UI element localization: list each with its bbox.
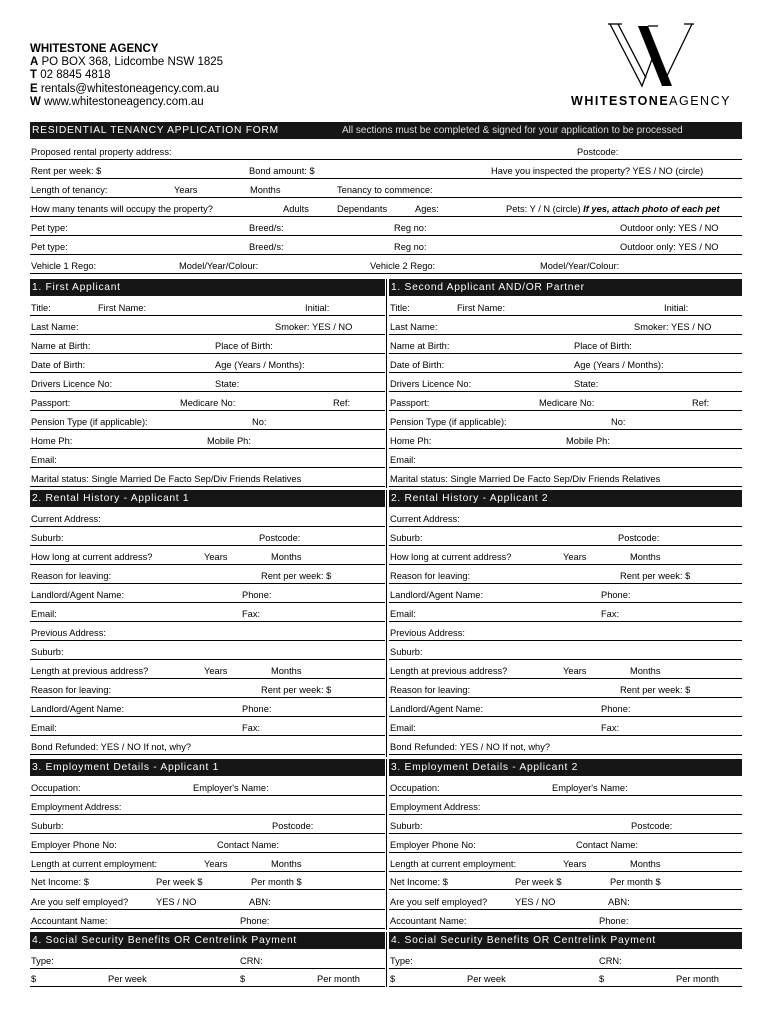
- reg-no-label: Reg no:: [394, 223, 427, 233]
- suburb-label: Suburb:: [390, 533, 423, 543]
- landlord-email-row-applicant-1[interactable]: [30, 603, 385, 622]
- section-applicant-bar-2: [389, 279, 742, 296]
- months-label: Months: [630, 859, 661, 869]
- smoker-label: Smoker: YES / NO: [275, 322, 353, 332]
- property-address-label: Proposed rental property address:: [31, 147, 172, 157]
- prev-reason-row-applicant-1[interactable]: [30, 679, 385, 698]
- outdoor-label: Outdoor only: YES / NO: [620, 242, 719, 252]
- medicare-label: Medicare No:: [539, 398, 595, 408]
- prev-landlord-row-applicant-1[interactable]: [30, 698, 385, 717]
- how-long-row-applicant-1[interactable]: [30, 546, 385, 565]
- previous-address-row-applicant-1[interactable]: [30, 622, 385, 641]
- prev-suburb-row-applicant-2[interactable]: [389, 641, 742, 660]
- smoker-label: Smoker: YES / NO: [634, 322, 712, 332]
- phone-row-applicant-2[interactable]: [389, 430, 742, 449]
- years-label: Years: [204, 552, 228, 562]
- length-previous-label: Length at previous address?: [31, 666, 149, 676]
- section-applicant-bar-1: [30, 279, 385, 296]
- prev-email-row-applicant-1[interactable]: [30, 717, 385, 736]
- bond-label: Bond amount: $: [249, 166, 315, 176]
- birth-name-row-applicant-1[interactable]: [30, 335, 385, 354]
- landlord-row-applicant-2[interactable]: [389, 584, 742, 603]
- last-name-label: Last Name:: [31, 322, 79, 332]
- section-heading: 1. First Applicant: [32, 282, 121, 293]
- agency-name: WHITESTONE AGENCY: [30, 43, 159, 55]
- bond-refunded-row-applicant-1[interactable]: [30, 736, 385, 755]
- form-notice: All sections must be completed & signed for your application to be processed: [342, 125, 683, 136]
- per-month-d-label: Per month $: [610, 877, 661, 887]
- mobile-ph-label: Mobile Ph:: [207, 436, 251, 446]
- length-employment-label: Length at current employment:: [31, 859, 158, 869]
- crn-label: CRN:: [599, 956, 622, 966]
- rent-pw-label: Rent per week: $: [620, 571, 691, 581]
- benefit-amount-row-applicant-1[interactable]: [30, 968, 385, 987]
- phone-row-applicant-1[interactable]: [30, 430, 385, 449]
- no-label: No:: [611, 417, 626, 427]
- months-label: Months: [250, 185, 281, 195]
- years-label: Years: [204, 666, 228, 676]
- how-long-label: How long at current address?: [31, 552, 153, 562]
- occupation-row-applicant-2[interactable]: [389, 777, 742, 796]
- employer-phone-label: Employer Phone No:: [390, 840, 476, 850]
- section-rental-history-bar-1: [30, 490, 385, 507]
- pension-label: Pension Type (if applicable):: [31, 417, 148, 427]
- accountant-label: Accountant Name:: [390, 916, 467, 926]
- title-label: Title:: [31, 303, 51, 313]
- section-heading: 3. Employment Details - Applicant 2: [391, 762, 579, 773]
- previous-address-label: Previous Address:: [390, 628, 465, 638]
- rent-label: Rent per week: $: [31, 166, 102, 176]
- last-name-row-applicant-2[interactable]: [389, 316, 742, 335]
- last-name-label: Last Name:: [390, 322, 438, 332]
- contact-label: Contact Name:: [217, 840, 280, 850]
- occupation-label: Occupation:: [390, 783, 440, 793]
- passport-row-applicant-1[interactable]: [30, 392, 385, 411]
- email-label: Email:: [390, 723, 416, 733]
- suburb-label: Suburb:: [31, 821, 64, 831]
- column-divider: [386, 932, 387, 987]
- per-week-label: Per week: [108, 974, 147, 984]
- employer-label: Employer's Name:: [193, 783, 269, 793]
- benefit-type-row-applicant-1[interactable]: [30, 950, 385, 969]
- age-label: Age (Years / Months):: [215, 360, 305, 370]
- pet-type-label: Pet type:: [31, 242, 68, 252]
- dob-label: Date of Birth:: [390, 360, 445, 370]
- section-heading: 1. Second Applicant AND/OR Partner: [391, 282, 585, 293]
- suburb-row-applicant-2[interactable]: [389, 527, 742, 546]
- dob-label: Date of Birth:: [31, 360, 86, 370]
- name-at-birth-label: Name at Birth:: [390, 341, 450, 351]
- income-row-applicant-2[interactable]: [389, 871, 742, 890]
- bond-refunded-label: Bond Refunded: YES / NO If not, why?: [31, 742, 192, 752]
- prev-length-row-applicant-2[interactable]: [389, 660, 742, 679]
- per-week-d-label: Per week $: [515, 877, 562, 887]
- emp-suburb-row-applicant-1[interactable]: [30, 815, 385, 834]
- dollar-label: $: [599, 974, 605, 984]
- form-title: RESIDENTIAL TENANCY APPLICATION FORM: [32, 125, 279, 136]
- per-week-label: Per week: [467, 974, 506, 984]
- dob-row-applicant-1[interactable]: [30, 354, 385, 373]
- tenancy-length-label: Length of tenancy:: [31, 185, 108, 195]
- phone-label: Phone:: [601, 704, 631, 714]
- vehicle1-label: Vehicle 1 Rego:: [31, 261, 97, 271]
- reason-label: Reason for leaving:: [31, 571, 112, 581]
- current-address-row-applicant-2[interactable]: [389, 508, 742, 527]
- licence-label: Drivers Licence No:: [390, 379, 472, 389]
- suburb-row-applicant-1[interactable]: [30, 527, 385, 546]
- pension-row-applicant-1[interactable]: [30, 411, 385, 430]
- dollar-label: $: [390, 974, 396, 984]
- income-row-applicant-1[interactable]: [30, 871, 385, 890]
- landlord-label: Landlord/Agent Name:: [390, 704, 484, 714]
- emp-phone-row-applicant-2[interactable]: [389, 834, 742, 853]
- type-label: Type:: [390, 956, 413, 966]
- postcode-label: Postcode:: [618, 533, 660, 543]
- current-address-label: Current Address:: [390, 514, 460, 524]
- email-label: Email:: [390, 455, 416, 465]
- state-label: State:: [574, 379, 599, 389]
- years-label: Years: [563, 552, 587, 562]
- mobile-ph-label: Mobile Ph:: [566, 436, 610, 446]
- per-month-label: Per month: [676, 974, 719, 984]
- months-label: Months: [271, 552, 302, 562]
- occupation-label: Occupation:: [31, 783, 81, 793]
- pet-row-2[interactable]: [30, 236, 742, 255]
- suburb-label: Suburb:: [390, 647, 423, 657]
- property-postcode-label: Postcode:: [577, 147, 619, 157]
- dob-row-applicant-2[interactable]: [389, 354, 742, 373]
- logo-wordmark: WHITESTONEAGENCY: [571, 94, 731, 108]
- reason-label: Reason for leaving:: [31, 685, 112, 695]
- property-address-row[interactable]: [30, 141, 742, 160]
- dependants-label: Dependants: [337, 204, 388, 214]
- section-heading: 4. Social Security Benefits OR Centrelink Payment: [391, 935, 656, 946]
- birth-name-row-applicant-2[interactable]: [389, 335, 742, 354]
- prev-landlord-row-applicant-2[interactable]: [389, 698, 742, 717]
- email-label: Email:: [31, 455, 57, 465]
- postcode-label: Postcode:: [272, 821, 314, 831]
- marital-row-applicant-1[interactable]: [30, 468, 385, 487]
- benefit-amount-row-applicant-2[interactable]: [389, 968, 742, 987]
- reg-no-label: Reg no:: [394, 242, 427, 252]
- marital-row-applicant-2[interactable]: [389, 468, 742, 487]
- years-label: Years: [204, 859, 228, 869]
- vehicle2-label: Vehicle 2 Rego:: [370, 261, 436, 271]
- bond-refunded-label: Bond Refunded: YES / NO If not, why?: [390, 742, 551, 752]
- agency-website: W www.whitestoneagency.com.au: [30, 95, 204, 108]
- w-monogram-icon: [608, 22, 694, 88]
- landlord-row-applicant-1[interactable]: [30, 584, 385, 603]
- pets-label: Pets: Y / N (circle) If yes, attach photo of each pet: [506, 204, 720, 214]
- accountant-row-applicant-1[interactable]: [30, 910, 385, 929]
- phone-label: Phone:: [240, 916, 270, 926]
- whitestone-logo: [562, 22, 740, 112]
- prev-email-row-applicant-2[interactable]: [389, 717, 742, 736]
- landlord-label: Landlord/Agent Name:: [31, 704, 125, 714]
- section-heading: 2. Rental History - Applicant 2: [391, 493, 549, 504]
- email-label: Email:: [31, 723, 57, 733]
- medicare-label: Medicare No:: [180, 398, 236, 408]
- tenants-row[interactable]: [30, 198, 742, 217]
- section-social-security-bar-2: [389, 932, 742, 949]
- net-income-label: Net Income: $: [31, 877, 89, 887]
- employment-address-row-applicant-2[interactable]: [389, 796, 742, 815]
- accountant-row-applicant-2[interactable]: [389, 910, 742, 929]
- employment-address-label: Employment Address:: [31, 802, 122, 812]
- name-at-birth-label: Name at Birth:: [31, 341, 91, 351]
- how-long-row-applicant-2[interactable]: [389, 546, 742, 565]
- abn-label: ABN:: [249, 897, 271, 907]
- section-social-security-bar-1: [30, 932, 385, 949]
- age-label: Age (Years / Months):: [574, 360, 664, 370]
- section-employment-bar-1: [30, 759, 385, 776]
- employer-label: Employer's Name:: [552, 783, 628, 793]
- rent-pw-label: Rent per week: $: [261, 685, 332, 695]
- reason-label: Reason for leaving:: [390, 571, 471, 581]
- prev-suburb-row-applicant-1[interactable]: [30, 641, 385, 660]
- ref-label: Ref:: [692, 398, 710, 408]
- self-employed-row-applicant-1[interactable]: [30, 891, 385, 910]
- place-of-birth-label: Place of Birth:: [215, 341, 273, 351]
- suburb-label: Suburb:: [390, 821, 423, 831]
- first-name-label: First Name:: [98, 303, 147, 313]
- emp-length-row-applicant-2[interactable]: [389, 853, 742, 872]
- pet-type-label: Pet type:: [31, 223, 68, 233]
- self-employed-label: Are you self employed?: [31, 897, 129, 907]
- months-label: Months: [630, 552, 661, 562]
- adults-label: Adults: [283, 204, 309, 214]
- employment-address-label: Employment Address:: [390, 802, 481, 812]
- prev-length-row-applicant-1[interactable]: [30, 660, 385, 679]
- passport-row-applicant-2[interactable]: [389, 392, 742, 411]
- employment-address-row-applicant-1[interactable]: [30, 796, 385, 815]
- landlord-label: Landlord/Agent Name:: [390, 590, 484, 600]
- landlord-label: Landlord/Agent Name:: [31, 590, 125, 600]
- ref-label: Ref:: [333, 398, 351, 408]
- months-label: Months: [630, 666, 661, 676]
- years-label: Years: [563, 666, 587, 676]
- passport-label: Passport:: [31, 398, 71, 408]
- fax-label: Fax:: [601, 609, 620, 619]
- years-label: Years: [174, 185, 198, 195]
- bond-refunded-row-applicant-2[interactable]: [389, 736, 742, 755]
- column-divider: [386, 279, 387, 488]
- how-long-label: How long at current address?: [390, 552, 512, 562]
- fax-label: Fax:: [601, 723, 620, 733]
- yes-no-label: YES / NO: [156, 897, 197, 907]
- ages-label: Ages:: [415, 204, 439, 214]
- reason-label: Reason for leaving:: [390, 685, 471, 695]
- fax-label: Fax:: [242, 723, 261, 733]
- passport-label: Passport:: [390, 398, 430, 408]
- benefit-type-row-applicant-2[interactable]: [389, 950, 742, 969]
- pet-row-1[interactable]: [30, 217, 742, 236]
- emp-suburb-row-applicant-2[interactable]: [389, 815, 742, 834]
- contact-label: Contact Name:: [576, 840, 639, 850]
- pension-label: Pension Type (if applicable):: [390, 417, 507, 427]
- length-previous-label: Length at previous address?: [390, 666, 508, 676]
- commence-label: Tenancy to commence:: [337, 185, 433, 195]
- accountant-label: Accountant Name:: [31, 916, 108, 926]
- home-ph-label: Home Ph:: [390, 436, 432, 446]
- first-name-label: First Name:: [457, 303, 506, 313]
- initial-label: Initial:: [305, 303, 330, 313]
- home-ph-label: Home Ph:: [31, 436, 73, 446]
- emp-phone-row-applicant-1[interactable]: [30, 834, 385, 853]
- rent-pw-label: Rent per week: $: [620, 685, 691, 695]
- last-name-row-applicant-1[interactable]: [30, 316, 385, 335]
- marital-label: Marital status: Single Married De Facto Sep/Div Friends Relatives: [390, 474, 661, 484]
- name-row-applicant-2[interactable]: [389, 297, 742, 316]
- self-employed-row-applicant-2[interactable]: [389, 891, 742, 910]
- tenancy-length-row[interactable]: [30, 179, 742, 198]
- no-label: No:: [252, 417, 267, 427]
- landlord-email-row-applicant-2[interactable]: [389, 603, 742, 622]
- section-employment-bar-2: [389, 759, 742, 776]
- form-title-bar: [30, 122, 742, 139]
- phone-label: Phone:: [242, 704, 272, 714]
- net-income-label: Net Income: $: [390, 877, 448, 887]
- emp-length-row-applicant-1[interactable]: [30, 853, 385, 872]
- initial-label: Initial:: [664, 303, 689, 313]
- section-heading: 4. Social Security Benefits OR Centrelink Payment: [32, 935, 297, 946]
- years-label: Years: [563, 859, 587, 869]
- prev-reason-row-applicant-2[interactable]: [389, 679, 742, 698]
- rent-row[interactable]: [30, 160, 742, 179]
- place-of-birth-label: Place of Birth:: [574, 341, 632, 351]
- self-employed-label: Are you self employed?: [390, 897, 488, 907]
- model-label: Model/Year/Colour:: [540, 261, 620, 271]
- section-heading: 3. Employment Details - Applicant 1: [32, 762, 220, 773]
- section-rental-history-bar-2: [389, 490, 742, 507]
- title-label: Title:: [390, 303, 410, 313]
- postcode-label: Postcode:: [631, 821, 673, 831]
- marital-label: Marital status: Single Married De Facto Sep/Div Friends Relatives: [31, 474, 302, 484]
- dollar-label: $: [31, 974, 37, 984]
- length-employment-label: Length at current employment:: [390, 859, 517, 869]
- current-address-label: Current Address:: [31, 514, 101, 524]
- occupation-row-applicant-1[interactable]: [30, 777, 385, 796]
- licence-label: Drivers Licence No:: [31, 379, 113, 389]
- phone-label: Phone:: [242, 590, 272, 600]
- per-month-label: Per month: [317, 974, 360, 984]
- breed-label: Breed/s:: [249, 242, 284, 252]
- column-divider: [386, 759, 387, 930]
- licence-row-applicant-1[interactable]: [30, 373, 385, 392]
- agency-email: E rentals@whitestoneagency.com.au: [30, 82, 220, 95]
- reason-row-applicant-1[interactable]: [30, 565, 385, 584]
- agency-address: A PO BOX 368, Lidcombe NSW 1825: [30, 56, 224, 69]
- postcode-label: Postcode:: [259, 533, 301, 543]
- employer-phone-label: Employer Phone No:: [31, 840, 117, 850]
- reason-row-applicant-2[interactable]: [389, 565, 742, 584]
- email-label: Email:: [390, 609, 416, 619]
- per-week-d-label: Per week $: [156, 877, 203, 887]
- previous-address-row-applicant-2[interactable]: [389, 622, 742, 641]
- agency-contact-block: [30, 43, 223, 109]
- agency-phone: T 02 8845 4818: [30, 69, 111, 82]
- licence-row-applicant-2[interactable]: [389, 373, 742, 392]
- phone-label: Phone:: [599, 916, 629, 926]
- type-label: Type:: [31, 956, 54, 966]
- outdoor-label: Outdoor only: YES / NO: [620, 223, 719, 233]
- section-heading: 2. Rental History - Applicant 1: [32, 493, 190, 504]
- state-label: State:: [215, 379, 240, 389]
- months-label: Months: [271, 859, 302, 869]
- model-label: Model/Year/Colour:: [179, 261, 259, 271]
- email-row-applicant-1[interactable]: [30, 449, 385, 468]
- inspected-label: Have you inspected the property? YES / NO (circle): [491, 166, 704, 176]
- yes-no-label: YES / NO: [515, 897, 556, 907]
- vehicle-row[interactable]: [30, 255, 742, 274]
- phone-label: Phone:: [601, 590, 631, 600]
- per-month-d-label: Per month $: [251, 877, 302, 887]
- abn-label: ABN:: [608, 897, 630, 907]
- suburb-label: Suburb:: [31, 533, 64, 543]
- email-row-applicant-2[interactable]: [389, 449, 742, 468]
- tenants-label: How many tenants will occupy the property?: [31, 204, 213, 214]
- previous-address-label: Previous Address:: [31, 628, 106, 638]
- fax-label: Fax:: [242, 609, 261, 619]
- breed-label: Breed/s:: [249, 223, 284, 233]
- column-divider: [386, 490, 387, 757]
- suburb-label: Suburb:: [31, 647, 64, 657]
- crn-label: CRN:: [240, 956, 263, 966]
- pension-row-applicant-2[interactable]: [389, 411, 742, 430]
- months-label: Months: [271, 666, 302, 676]
- name-row-applicant-1[interactable]: [30, 297, 385, 316]
- dollar-label: $: [240, 974, 246, 984]
- current-address-row-applicant-1[interactable]: [30, 508, 385, 527]
- email-label: Email:: [31, 609, 57, 619]
- rent-pw-label: Rent per week: $: [261, 571, 332, 581]
